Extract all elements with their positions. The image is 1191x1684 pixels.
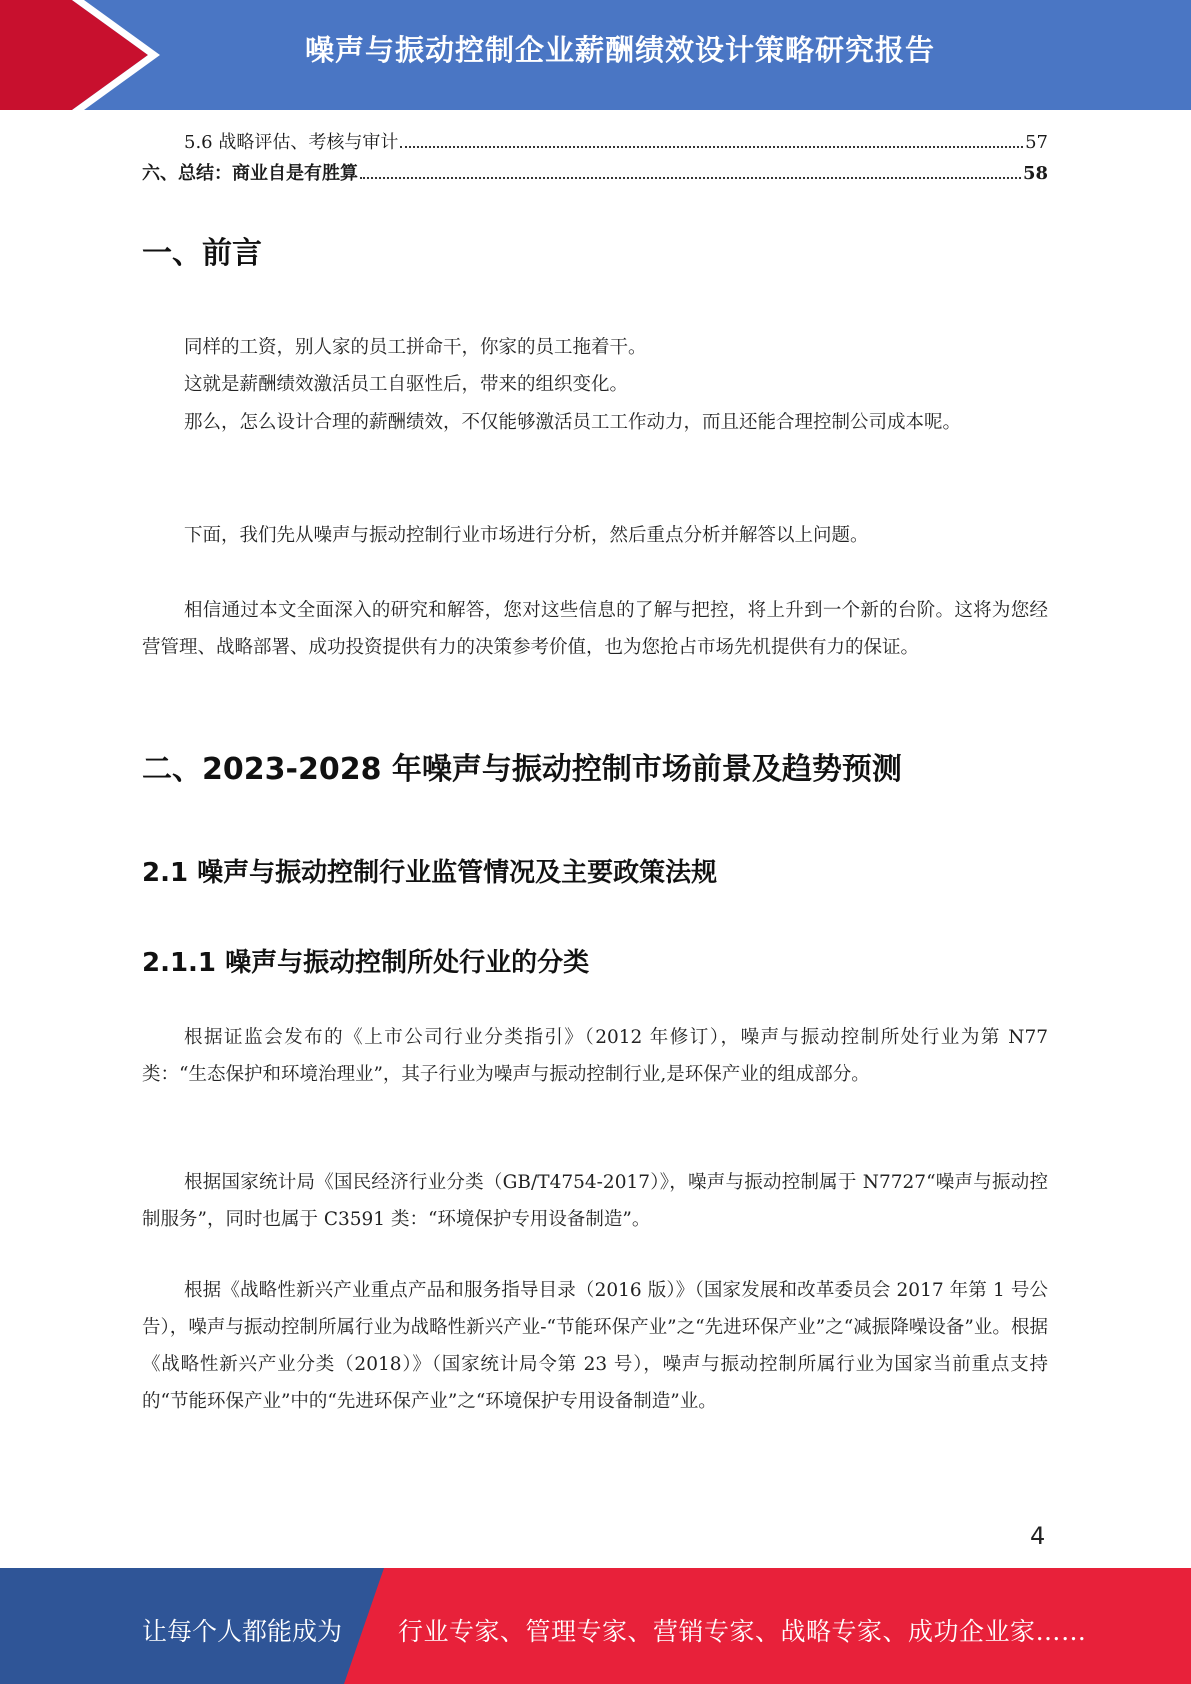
preface-paragraph: 那么，怎么设计合理的薪酬绩效，不仅能够激活员工工作动力，而且还能合理控制公司成本呢。 <box>184 412 962 433</box>
body-paragraph: 根据国家统计局《国民经济行业分类（GB/T4754-2017）》，噪声与振动控制属于 N7727“噪声与振动控制服务”，同时也属于 C3591 类：“环境保护专用设备制造”。 <box>142 1172 1048 1230</box>
preface-paragraph: 相信通过本文全面深入的研究和解答，您对这些信息的了解与把控，将上升到一个新的台阶。这将为您经营管理、战略部署、成功投资提供有力的决策参考价值，也为您抢占市场先机提供有力的保证。 <box>142 600 1048 658</box>
toc-leader-dots <box>400 146 1023 148</box>
subsection-heading: 2.1.1 噪声与振动控制所处行业的分类 <box>142 948 590 978</box>
report-title: 噪声与振动控制企业薪酬绩效设计策略研究报告 <box>304 33 935 67</box>
toc-entry-page: 57 <box>1025 132 1048 153</box>
toc-entry-label: 六、总结：商业自是有胜算 <box>142 163 358 184</box>
footer-slogan-left: 让每个人都能成为 <box>142 1617 343 1646</box>
toc-entry[interactable] <box>184 130 1048 156</box>
preface-paragraph: 同样的工资，别人家的员工拼命干，你家的员工拖着干。 <box>184 337 647 358</box>
page-number: 4 <box>1030 1522 1046 1550</box>
chapter-heading: 二、2023-2028 年噪声与振动控制市场前景及趋势预测 <box>142 752 902 787</box>
preface-heading: 一、前言 <box>142 236 262 271</box>
section-heading: 2.1 噪声与振动控制行业监管情况及主要政策法规 <box>142 858 718 888</box>
body-paragraph: 根据《战略性新兴产业重点产品和服务指导目录（2016 版）》（国家发展和改革委员会 2017 年第 1 号公告），噪声与振动控制所属行业为战略性新兴产业-“节能环保产业”之“先进环保产业”之“减振降噪设备”业。根据《战略性新兴产业分类（2018）》（国家统计局令第 23 号），噪声与振动控制所属行业为国家当前重点支持的“节能环保产业”中的“先进环保产业”之“环境保护专用设备制造”业。 <box>142 1280 1048 1412</box>
toc-entry[interactable] <box>142 161 1048 187</box>
header-banner <box>0 0 1191 110</box>
toc-entry-page: 58 <box>1022 163 1048 184</box>
footer-slogan-right: 行业专家、管理专家、营销专家、战略专家、成功企业家…… <box>398 1617 1087 1646</box>
toc-leader-dots <box>360 177 1021 179</box>
toc-entry-label: 5.6 战略评估、考核与审计 <box>184 132 399 153</box>
preface-paragraph: 这就是薪酬绩效激活员工自驱性后，带来的组织变化。 <box>184 374 629 395</box>
body-paragraph: 根据证监会发布的《上市公司行业分类指引》（2012 年修订），噪声与振动控制所处行业为第 N77 类：“生态保护和环境治理业”，其子行业为噪声与振动控制行业,是环保产业的组成部分。 <box>142 1027 1048 1085</box>
footer-banner <box>0 1568 1191 1684</box>
preface-paragraph: 下面，我们先从噪声与振动控制行业市场进行分析，然后重点分析并解答以上问题。 <box>184 525 869 546</box>
